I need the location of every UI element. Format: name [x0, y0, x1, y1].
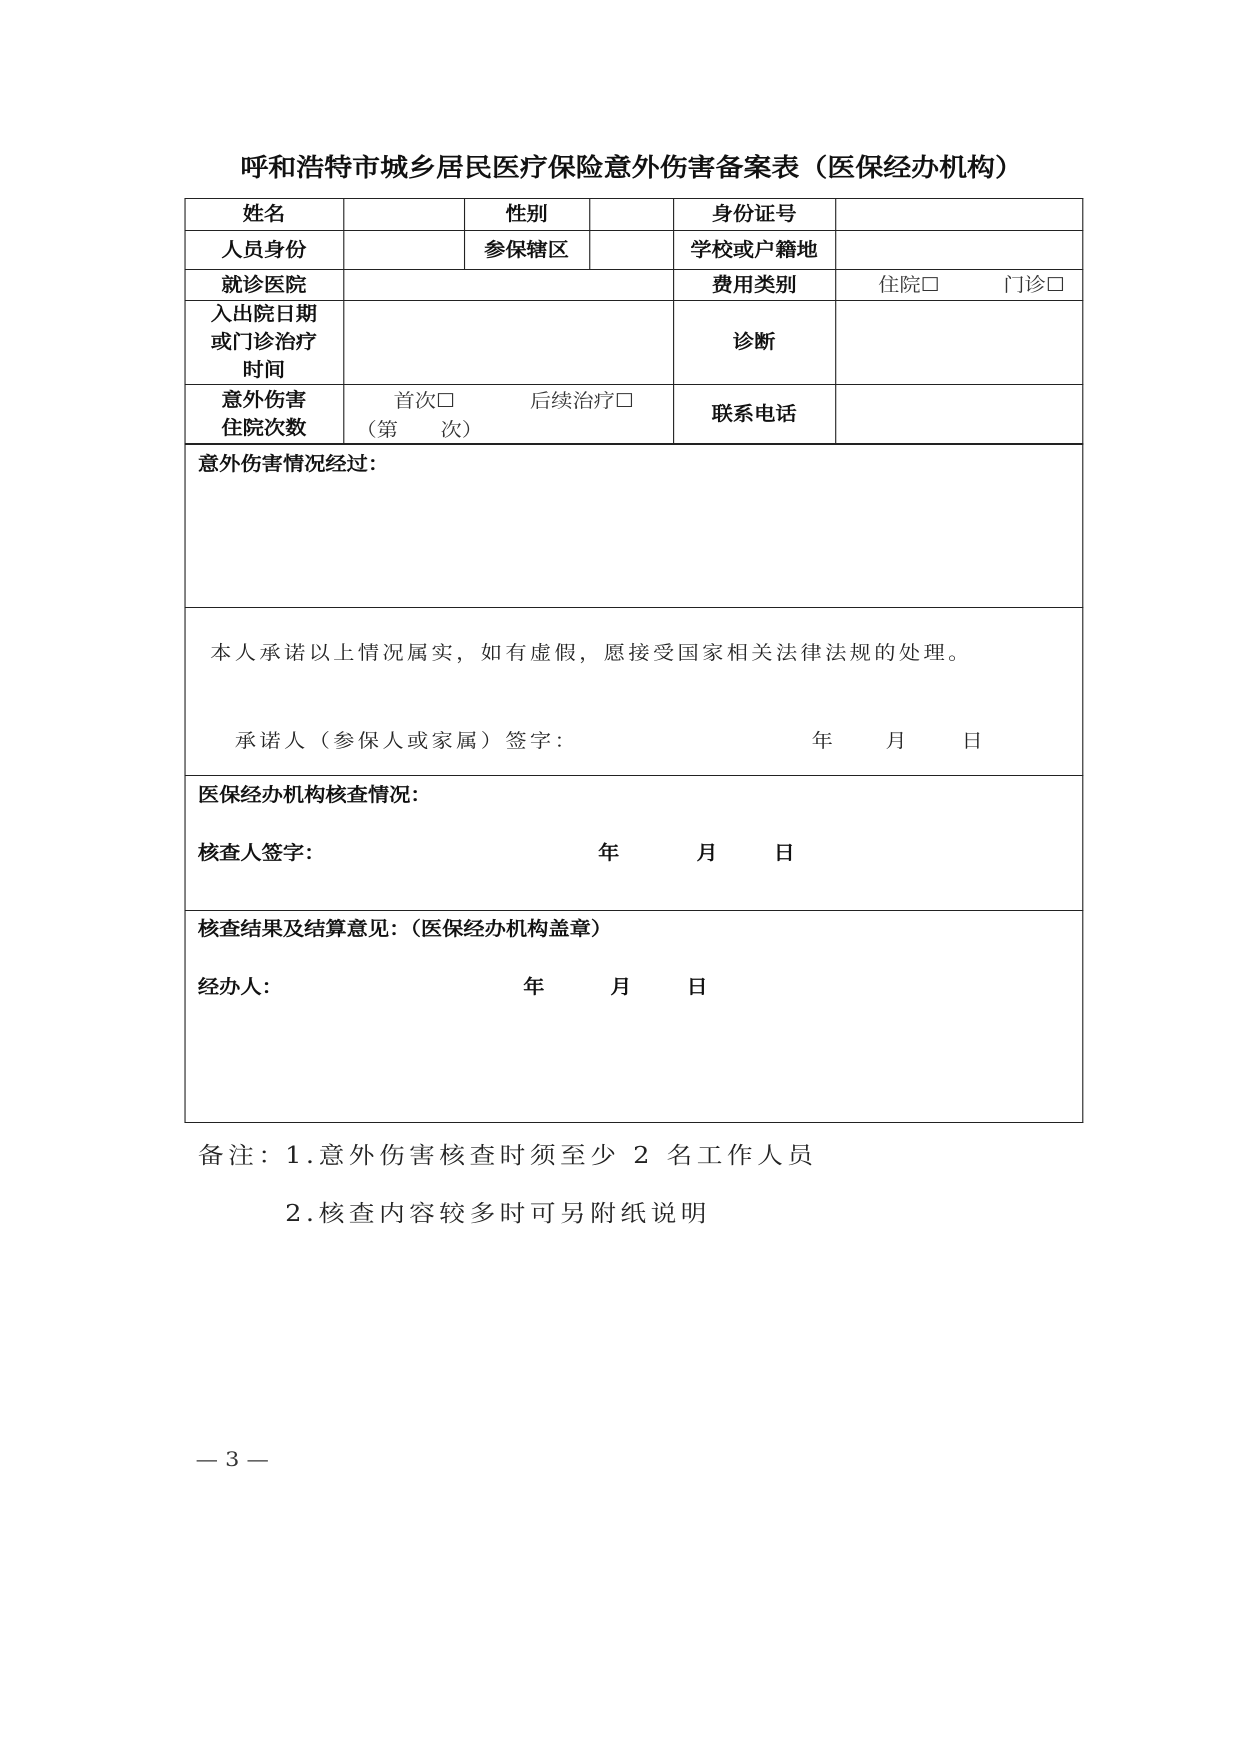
promise-text: 本人承诺以上情况属实，如有虚假，愿接受国家相关法律法规的处理。	[210, 642, 973, 664]
course-field[interactable]	[190, 478, 1079, 603]
label-district: 参保辖区	[484, 238, 570, 261]
check-day: 日	[773, 842, 795, 864]
note-1: 1.意外伤害核查时须至少 2 名工作人员	[285, 1143, 818, 1169]
promise-year: 年	[811, 730, 837, 752]
label-id-number: 身份证号	[711, 203, 797, 225]
gender-field[interactable]	[590, 199, 672, 229]
first-checkbox[interactable]: 首次☐	[393, 390, 456, 412]
result-year: 年	[523, 976, 545, 998]
phone-field[interactable]	[836, 385, 1081, 442]
label-diagnosis: 诊断	[732, 331, 776, 353]
label-phone: 联系电话	[711, 402, 797, 425]
outpatient-checkbox[interactable]: 门诊☐	[1003, 273, 1065, 296]
result-day: 日	[686, 976, 708, 998]
label-identity: 人员身份	[221, 238, 307, 261]
label-times	[184, 384, 343, 443]
label-dates-line: 或门诊治疗	[210, 331, 317, 353]
page-number: — 3 —	[195, 1447, 269, 1471]
course-label: 意外伤害情况经过：	[197, 453, 390, 475]
label-dates	[184, 300, 343, 384]
notes-label: 备注：	[197, 1143, 289, 1169]
diagnosis-field[interactable]	[836, 301, 1081, 383]
label-hospital: 就诊医院	[221, 273, 307, 296]
form-title: 呼和浩特市城乡居民医疗保险意外伤害备案表（医保经办机构）	[240, 153, 1023, 182]
check-title: 医保经办机构核查情况：	[197, 784, 432, 806]
label-times-line: 意外伤害	[221, 388, 307, 411]
identity-field[interactable]	[344, 231, 463, 268]
district-field[interactable]	[590, 231, 672, 268]
name-field[interactable]	[344, 199, 463, 229]
label-school: 学校或户籍地	[690, 238, 818, 261]
id-number-field[interactable]	[836, 199, 1081, 229]
check-sign-label: 核查人签字：	[197, 842, 326, 864]
check-month: 月	[696, 842, 718, 864]
visit-count-field[interactable]: （第 次）	[355, 419, 483, 441]
result-title: 核查结果及结算意见：（医保经办机构盖章）	[197, 918, 613, 940]
result-month: 月	[610, 976, 632, 998]
label-gender: 性别	[505, 203, 548, 225]
promise-sign-label: 承诺人（参保人或家属）签字：	[234, 730, 580, 752]
promise-month: 月	[885, 730, 911, 752]
hospital-field[interactable]	[344, 270, 672, 299]
check-year: 年	[598, 842, 620, 864]
note-2: 2.核查内容较多时可另附纸说明	[285, 1201, 711, 1227]
handler-label: 经办人：	[197, 976, 283, 998]
school-field[interactable]	[836, 231, 1081, 268]
promise-day: 日	[961, 730, 987, 752]
inpatient-checkbox[interactable]: 住院☐	[878, 273, 940, 296]
label-dates-line: 入出院日期	[210, 303, 317, 325]
label-fee-type: 费用类别	[711, 273, 797, 296]
followup-checkbox[interactable]: 后续治疗☐	[529, 390, 634, 412]
label-name: 姓名	[242, 203, 286, 225]
label-times-line: 住院次数	[221, 416, 307, 439]
label-dates-line: 时间	[242, 359, 286, 381]
dates-field[interactable]	[344, 301, 672, 383]
